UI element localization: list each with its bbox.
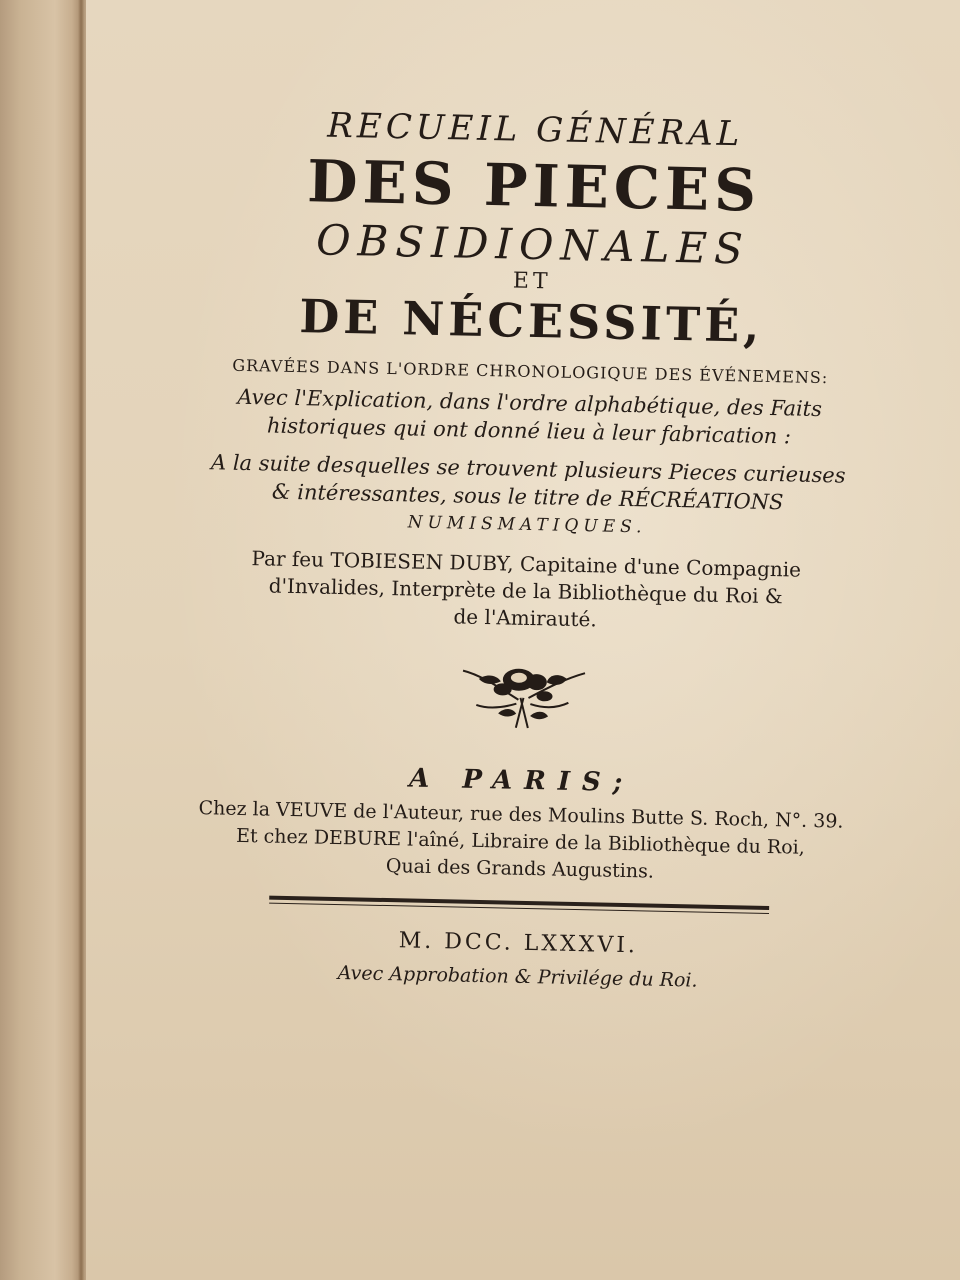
author-line: de l'Amirauté. xyxy=(453,604,598,632)
title-page xyxy=(86,0,960,1280)
title-line-necessite: DE NÉCESSITÉ, xyxy=(298,289,764,353)
title-page-text xyxy=(187,93,865,995)
author-paragraph xyxy=(195,544,857,639)
explanation-paragraph xyxy=(199,382,860,452)
explanation-line: Avec l'Explication, dans l'ordre alphabétique, des Faits xyxy=(237,384,823,422)
title-line-et: ET xyxy=(512,268,552,295)
recreations-line: NUMISMATIQUES. xyxy=(407,512,647,538)
subtitle: GRAVÉES DANS L'ORDRE CHRONOLOGIQUE DES ÉVÉNEMENS: xyxy=(232,355,829,388)
title-line-recueil: RECUEIL GÉNÉRAL xyxy=(326,105,744,155)
imprint-line: Quai des Grands Augustins. xyxy=(385,855,655,883)
recreations-paragraph xyxy=(197,448,859,546)
book-gutter xyxy=(78,0,84,1280)
title-line-obsidionales: OBSIDIONALES xyxy=(315,215,751,274)
title-line-des-pieces: DES PIECES xyxy=(306,147,762,225)
explanation-line: historiques qui ont donné lieu à leur fabrication : xyxy=(266,413,792,449)
recreations-line: A la suite desquelles se trouvent plusieurs Pieces curieuses xyxy=(210,450,846,488)
recreations-line: & intéressantes, sous le titre de RÉCRÉATIONS xyxy=(271,479,784,515)
imprint-line: Chez la VEUVE de l'Auteur, rue des Moulins Butte S. Roch, N°. 39. xyxy=(198,797,844,833)
author-line: d'Invalides, Interprète de la Bibliothèque du Roi & xyxy=(268,573,783,609)
imprint-block xyxy=(190,795,852,890)
imprint-line: Et chez DEBURE l'aîné, Libraire de la Bibliothèque du Roi, xyxy=(235,824,806,859)
royal-privilege: Avec Approbation & Privilége du Roi. xyxy=(337,962,698,992)
author-line: Par feu TOBIESEN DUBY, Capitaine d'une Compagnie xyxy=(251,546,802,582)
imprint-city: A PARIS; xyxy=(408,763,635,799)
floral-vignette-icon xyxy=(458,657,589,732)
double-rule xyxy=(269,896,769,914)
publication-date: M. DCC. LXXXVI. xyxy=(398,928,639,959)
